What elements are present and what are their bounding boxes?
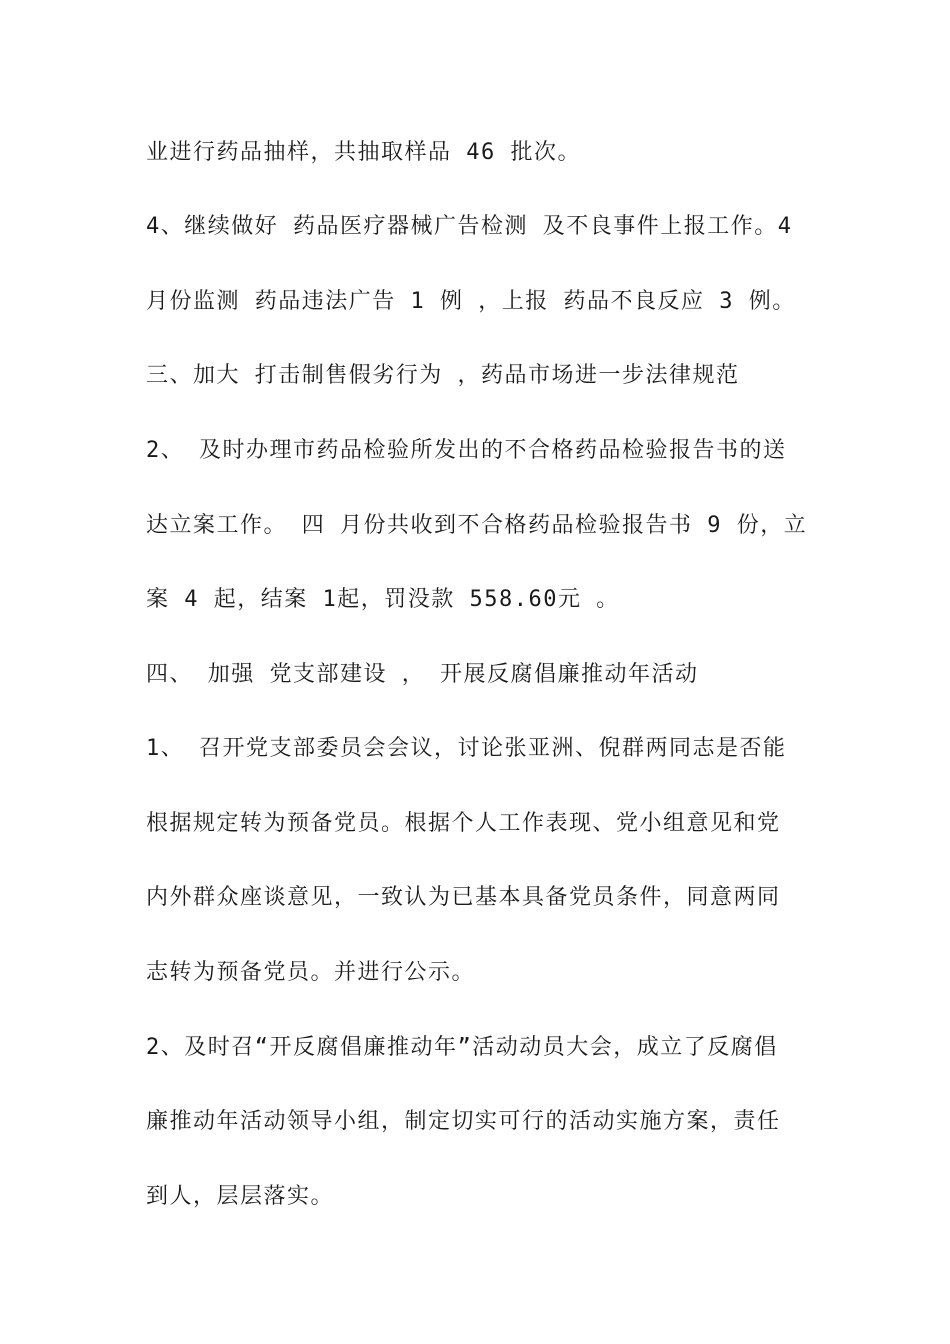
text-line-1: 业进行药品抽样，共抽取样品 46 批次。 xyxy=(146,140,581,165)
text-line-14: 廉推动年活动领导小组，制定切实可行的活动实施方案，责任 xyxy=(146,1109,781,1134)
text-line-10: 根据规定转为预备党员。根据个人工作表现、党小组意见和党 xyxy=(146,811,781,836)
text-line-9: 1、 召开党支部委员会会议，讨论张亚洲、倪群两同志是否能 xyxy=(146,736,787,761)
text-line-7: 案 4 起，结案 1起，罚没款 558.60元 。 xyxy=(146,587,620,612)
section-heading-3: 三、加大 打击制售假劣行为 ，药品市场进一步法律规范 xyxy=(146,363,740,388)
text-line-15: 到人，层层落实。 xyxy=(146,1184,335,1209)
text-line-6: 达立案工作。 四 月份共收到不合格药品检验报告书 9 份，立 xyxy=(146,513,808,538)
text-line-12: 志转为预备党员。并进行公示。 xyxy=(146,960,476,985)
text-line-5: 2、 及时办理市药品检验所发出的不合格药品检验报告书的送 xyxy=(146,438,787,463)
text-line-11: 内外群众座谈意见，一致认为已基本具备党员条件，同意两同 xyxy=(146,885,781,910)
text-line-2: 4、继续做好 药品医疗器械广告检测 及不良事件上报工作。4 xyxy=(146,214,793,239)
text-line-3: 月份监测 药品违法广告 1 例 ，上报 药品不良反应 3 例。 xyxy=(146,289,796,314)
text-line-13: 2、及时召“开反腐倡廉推动年”活动动员大会，成立了反腐倡 xyxy=(146,1035,778,1060)
section-heading-4: 四、 加强 党支部建设 ， 开展反腐倡廉推动年活动 xyxy=(146,662,699,687)
